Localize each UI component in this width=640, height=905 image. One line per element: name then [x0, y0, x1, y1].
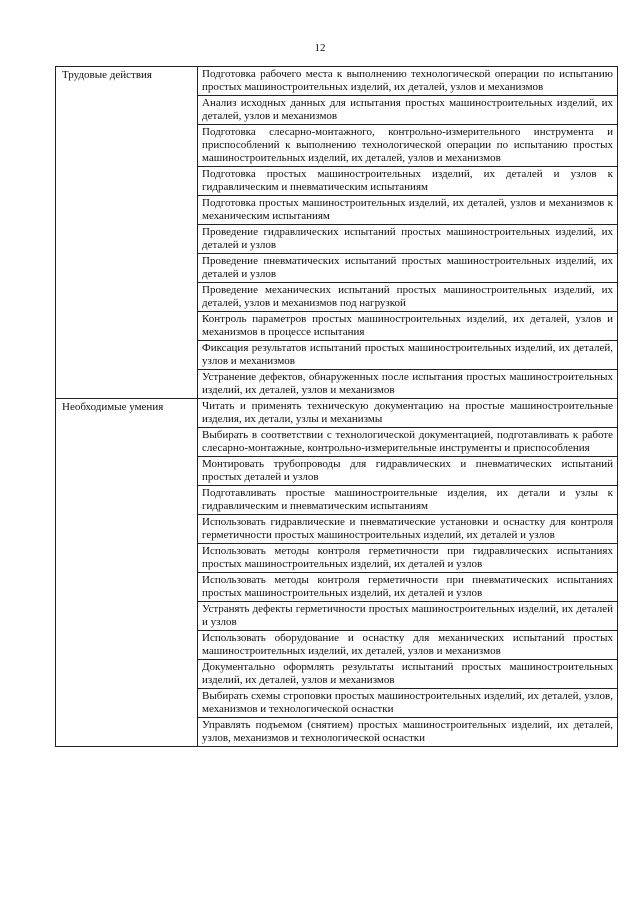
table-cell: Устранение дефектов, обнаруженных после испытания простых машиностроительных изделий, их деталей, узлов и механизмов [198, 370, 618, 399]
table-cell: Проведение гидравлических испытаний простых машиностроительных изделий, их деталей и узлов [198, 225, 618, 254]
table-cell: Документально оформлять результаты испытаний простых машиностроительных изделий, их деталей, узлов и механизмов [198, 660, 618, 689]
table-cell: Подготовка простых машиностроительных изделий, их деталей и узлов к гидравлическим и пневматическим испытаниям [198, 167, 618, 196]
table-cell: Управлять подъемом (снятием) простых машиностроительных изделий, их деталей, узлов, механизмов и технологической оснастки [198, 718, 618, 747]
table-cell: Подготавливать простые машиностроительные изделия, их детали и узлы к гидравлическим и пневматическим испытаниям [198, 486, 618, 515]
requirements-table [55, 66, 618, 747]
table-cell: Подготовка рабочего места к выполнению технологической операции по испытанию простых машиностроительных изделий, их деталей, узлов и механизмов [198, 67, 618, 96]
table-cell: Проведение пневматических испытаний простых машиностроительных изделий, их деталей и узлов [198, 254, 618, 283]
table-cell: Выбирать схемы строповки простых машиностроительных изделий, их деталей, узлов, механизмов и технологической оснастки [198, 689, 618, 718]
table-cell: Устранять дефекты герметичности простых машиностроительных изделий, их деталей и узлов [198, 602, 618, 631]
table-cell: Выбирать в соответствии с технологической документацией, подготавливать к работе слесарно-монтажные, контрольно-измерительные инструменты и приспособления [198, 428, 618, 457]
table-cell: Использовать оборудование и оснастку для механических испытаний простых машиностроительных изделий, их деталей, узлов и механизмов [198, 631, 618, 660]
table-cell: Подготовка слесарно-монтажного, контрольно-измерительного инструмента и приспособлений к выполнению технологической операции по испытанию простых машиностроительных изделий, их деталей, узлов и механизмов [198, 125, 618, 167]
table-cell: Использовать гидравлические и пневматические установки и оснастку для контроля герметичности простых машиностроительных изделий, их деталей и узлов [198, 515, 618, 544]
table-cell: Проведение механических испытаний простых машиностроительных изделий, их деталей, узлов и механизмов под нагрузкой [198, 283, 618, 312]
section-label-required-skills: Необходимые умения [56, 399, 198, 747]
table-cell: Контроль параметров простых машиностроительных изделий, их деталей, узлов и механизмов в процессе испытания [198, 312, 618, 341]
table-cell: Использовать методы контроля герметичности при пневматических испытаниях простых машиностроительных изделий, их деталей и узлов [198, 573, 618, 602]
table-row [56, 399, 618, 428]
table-cell: Подготовка простых машиностроительных изделий, их деталей, узлов и механизмов к механическим испытаниям [198, 196, 618, 225]
table-cell: Монтировать трубопроводы для гидравлических и пневматических испытаний простых деталей и узлов [198, 457, 618, 486]
section-label-labor-actions: Трудовые действия [56, 67, 198, 399]
table-cell: Использовать методы контроля герметичности при гидравлических испытаниях простых машиностроительных изделий, их деталей и узлов [198, 544, 618, 573]
table-cell: Читать и применять техническую документацию на простые машиностроительные изделия, их детали, узлы и механизмы [198, 399, 618, 428]
table-cell: Анализ исходных данных для испытания простых машиностроительных изделий, их деталей, узлов и механизмов [198, 96, 618, 125]
table-cell: Фиксация результатов испытаний простых машиностроительных изделий, их деталей, узлов и механизмов [198, 341, 618, 370]
table-row [56, 67, 618, 96]
page-number: 12 [314, 42, 326, 54]
